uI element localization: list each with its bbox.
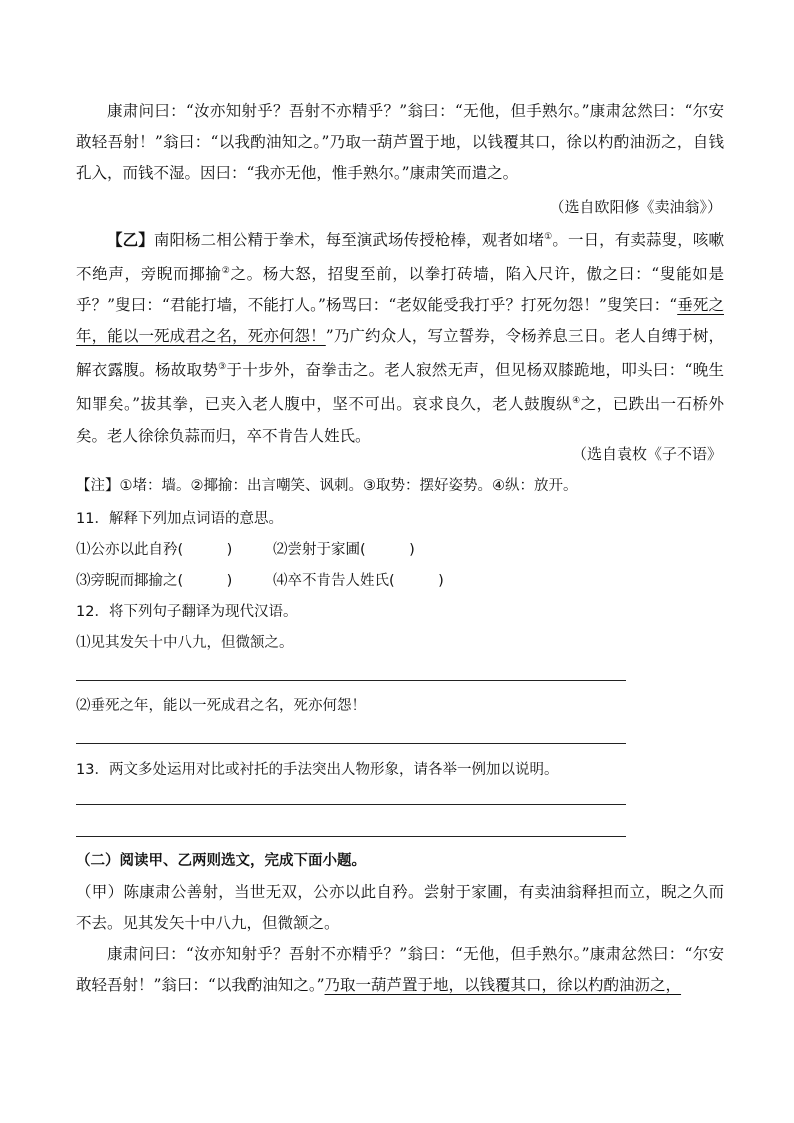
- q12-sentence-2: ⑵垂死之年，能以一死成君之名，死亦何怨！: [76, 698, 366, 714]
- answer-line-1[interactable]: [76, 680, 626, 681]
- yi-underlined-sentence: 垂死之年，能以一死成君之名，死亦何怨！: [76, 296, 724, 346]
- jia-paragraph: 康肃问曰：“汝亦知射乎？吾射不亦精乎？”翁曰：“无他，但手熟尔。”康肃忿然曰：“尔安敢轻吾射！”翁曰：“以我酌油知之。”乃取一葫芦置于地，以钱覆其口，徐以杓酌油沥之，自钱孔入，而钱不湿。因曰：“我亦无他，惟手熟尔。”康肃笑而遣之。: [76, 102, 724, 182]
- notes: 【注】①堵：墙。②揶揄：出言嘲笑、讽刺。③取势：摆好姿势。④纵：放开。: [76, 478, 578, 494]
- jia-continuation: [76, 96, 724, 189]
- q11-item-2: ⑵尝射于家圃( ): [273, 542, 415, 558]
- yi-text-3: 之。杨大怒，招叟至前，以拳打砖墙，陷入尺许，傲之曰：“叟能如是乎？”叟曰：“君能打墙，不能打人。”杨骂曰：“老奴能受我打乎？打死勿怨！”叟笑曰：“: [76, 265, 724, 315]
- q12-title: 12．将下列句子翻译为现代汉语。: [76, 604, 298, 620]
- sec2-jia-paragraph-2: [76, 939, 724, 1001]
- note-mark-1: ①: [544, 232, 553, 242]
- sec2-plain-text: 康肃问曰：“汝亦知射乎？吾射不亦精乎？”翁曰：“无他，但手熟尔。”康肃忿然曰：“尔安敢轻吾射！”翁曰：“以我酌油知之。”: [76, 945, 724, 994]
- jia-source: （选自欧阳修《卖油翁》）: [549, 198, 722, 216]
- yi-tag: 【乙】: [107, 230, 154, 250]
- q13-title: 13．两文多处运用对比或衬托的手法突出人物形象，请各举一例加以说明。: [76, 762, 559, 778]
- yi-paragraph: [76, 222, 724, 452]
- yi-text-5: 于十步外，奋拳击之。老人寂然无声，但见杨双膝跪地，叩头曰：“晚生知罪矣。”拔其拳，已夹入老人腹中，坚不可出。哀求良久，老人鼓腹纵: [76, 361, 724, 414]
- yi-passage: [76, 222, 724, 452]
- yi-text-4: ”乃广约众人，写立誓券，令杨养息三日。老人自缚于树，解衣露腹。杨故取势: [76, 327, 724, 380]
- q11-item-1: ⑴公亦以此自矜( ): [76, 542, 233, 558]
- q11-item-4: ⑷卒不肯告人姓氏( ): [273, 573, 444, 589]
- yi-text-2: 。一日，有卖蒜叟，咳嗽不绝声，旁睨而揶揄: [76, 231, 724, 284]
- note-mark-4: ④: [572, 396, 581, 407]
- answer-line-3[interactable]: [76, 804, 626, 805]
- answer-line-2[interactable]: [76, 743, 626, 744]
- sec2-underlined-text: 乃取一葫芦置于地，以钱覆其口，徐以杓酌油沥之，: [324, 976, 682, 994]
- section-2-jia-cont: [76, 939, 724, 1001]
- q11-item-3: ⑶旁睨而揶揄之( ): [76, 573, 233, 589]
- section-2-title: （二）阅读甲、乙两则选文，完成下面小题。: [76, 853, 366, 869]
- sec2-jia-paragraph: [76, 877, 724, 939]
- note-mark-2: ②: [221, 266, 231, 277]
- yi-text-1: 南阳杨二相公精于拳术，每至演武场传授枪棒，观者如堵: [153, 231, 545, 250]
- sec2-jia-text: 陈康肃公善射，当世无双，公亦以此自矜。尝射于家圃，有卖油翁释担而立，睨之久而不去。见其发矢十中八九，但微颔之。: [76, 883, 724, 932]
- section-2-jia: [76, 877, 724, 939]
- yi-source: （选自袁枚《子不语》: [571, 445, 722, 463]
- q12-sentence-1: ⑴见其发矢十中八九，但微颔之。: [76, 635, 294, 651]
- yi-text-6: 之，已跌出一石桥外矣。老人徐徐负蒜而归，卒不肯告人姓氏。: [76, 395, 724, 445]
- q11-title: 11．解释下列加点词语的意思。: [76, 511, 283, 527]
- sec2-jia-label: （甲）: [76, 883, 124, 901]
- note-mark-3: ③: [218, 362, 227, 373]
- answer-line-4[interactable]: [76, 836, 626, 837]
